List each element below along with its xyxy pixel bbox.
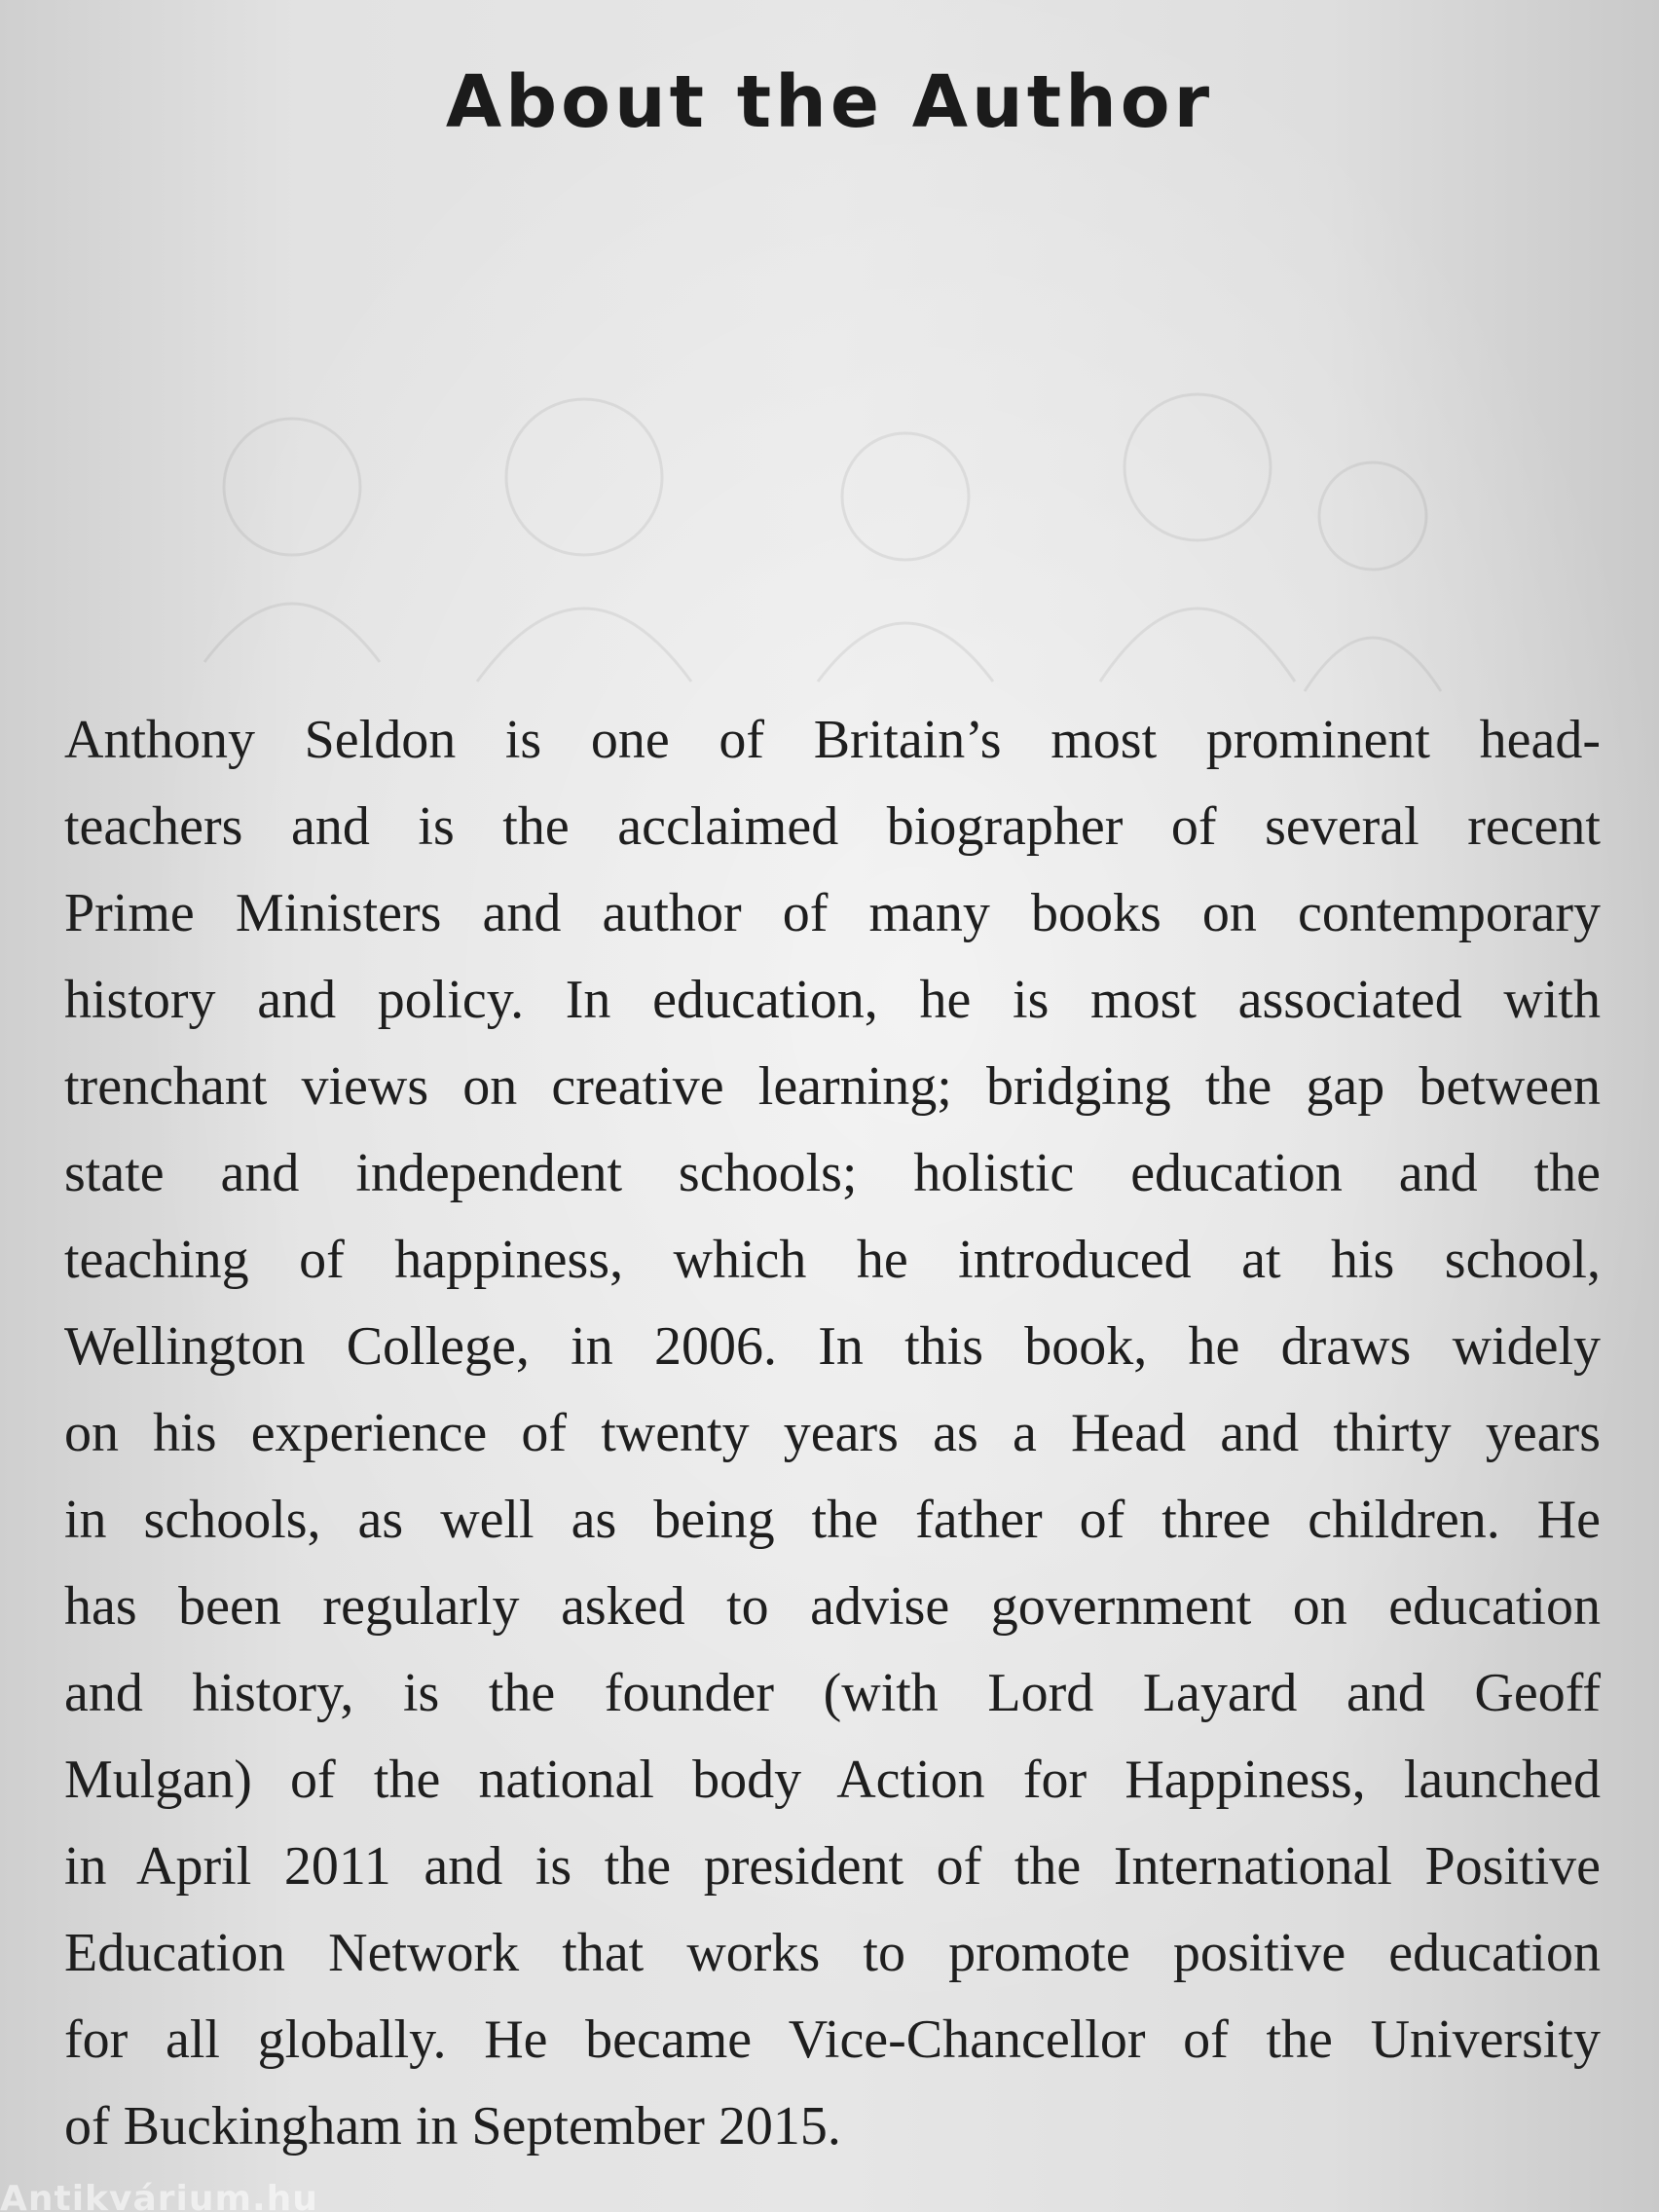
- watermark: Antikvárium.hu: [0, 2179, 318, 2212]
- bio-line: teaching of happiness, which he introduced at his school,: [64, 1230, 1601, 1290]
- bio-line: has been regularly asked to advise government on education: [64, 1576, 1601, 1637]
- bio-line: in April 2011 and is the president of the International Positive: [64, 1836, 1601, 1897]
- bio-line: Anthony Seldon is one of Britain’s most prominent head-: [64, 710, 1601, 770]
- bio-line: of Buckingham in September 2015.: [64, 2096, 841, 2157]
- bio-line: trenchant views on creative learning; bridging the gap between: [64, 1056, 1601, 1117]
- bio-line: state and independent schools; holistic education and the: [64, 1143, 1601, 1203]
- bio-line: in schools, as well as being the father of three children. He: [64, 1490, 1601, 1550]
- bio-line: history and policy. In education, he is most associated with: [64, 970, 1601, 1030]
- faded-illustration: [146, 370, 1490, 740]
- bio-line: and history, is the founder (with Lord Layard and Geoff: [64, 1663, 1601, 1723]
- bio-line: Wellington College, in 2006. In this book, he draws widely: [64, 1316, 1601, 1377]
- bio-line: for all globally. He became Vice-Chancellor of the University: [64, 2009, 1601, 2070]
- bio-line: Prime Ministers and author of many books on contemporary: [64, 883, 1601, 943]
- bio-line: teachers and is the acclaimed biographer of several recent: [64, 796, 1601, 857]
- bio-line: Education Network that works to promote positive education: [64, 1923, 1601, 1983]
- bio-line: on his experience of twenty years as a Head and thirty years: [64, 1403, 1601, 1463]
- author-biography: [64, 697, 1601, 2170]
- bio-line: Mulgan) of the national body Action for Happiness, launched: [64, 1750, 1601, 1810]
- page-title: About the Author: [445, 59, 1214, 144]
